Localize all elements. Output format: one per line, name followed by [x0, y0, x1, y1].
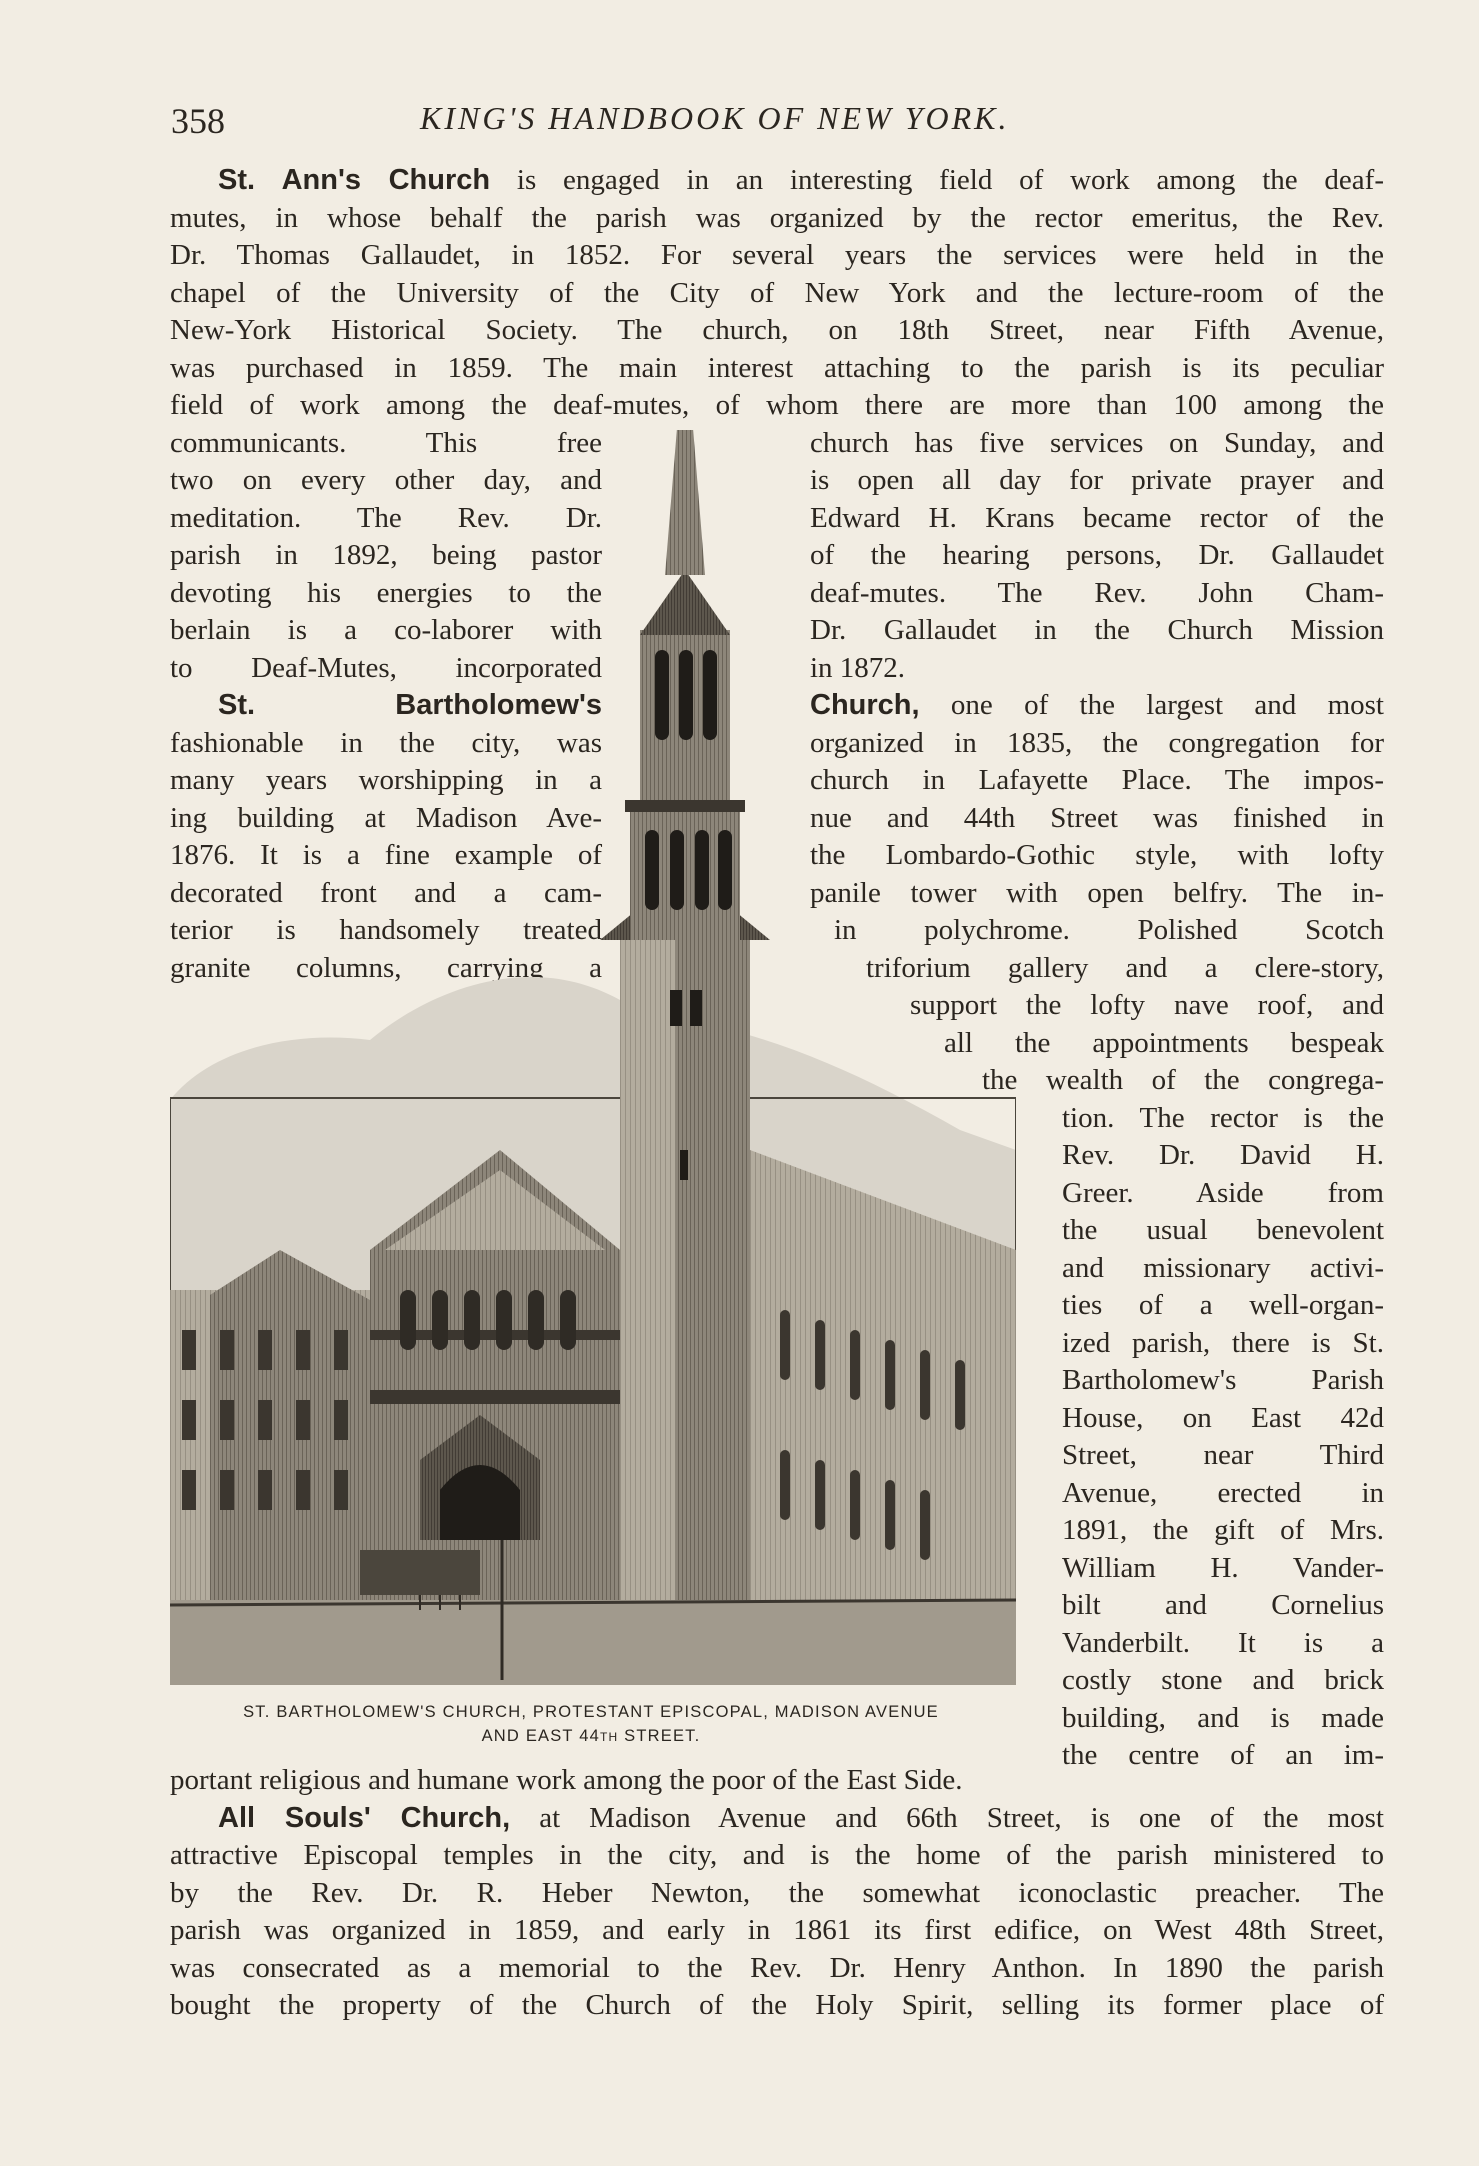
- text-run: was purchased in 1859. The main interest attaching to the parish is its peculiar: [170, 351, 1384, 384]
- text-run: House, on East 42d: [1062, 1401, 1384, 1434]
- text-line: [170, 387, 1384, 425]
- text-run: the centre of an im-: [1062, 1739, 1384, 1771]
- text-run: Vanderbilt. It is a: [1062, 1626, 1384, 1659]
- text-run: bought the property of the Church of the Holy Spirit, selling its former place of: [170, 1989, 1384, 2021]
- text-run: portant religious and humane work among the poor of the East Side.: [170, 1764, 963, 1796]
- page-number: 358: [171, 101, 225, 141]
- text-line: [170, 1950, 1384, 1988]
- text-line: [1062, 1625, 1384, 1663]
- caption-line-2b: STREET.: [618, 1727, 701, 1745]
- text-run: panile tower with open belfry. The in-: [810, 876, 1384, 909]
- text-line: [1062, 1662, 1384, 1700]
- text-run: organized in 1835, the congregation for: [810, 726, 1384, 759]
- text-line: [170, 275, 1384, 313]
- text-line: [170, 1800, 1384, 1838]
- text-line: [170, 312, 1384, 350]
- text-run: ized parish, there is St.: [1062, 1326, 1384, 1359]
- text-run: was consecrated as a memorial to the Rev. Dr. Henry Anthon. In 1890 the parish: [170, 1951, 1384, 1984]
- text-run: chapel of the University of the City of New York and the lecture-room of the: [170, 276, 1384, 309]
- text-line: [170, 200, 1384, 238]
- text-run: granite columns, carrying a: [170, 951, 602, 984]
- text-line: [1062, 1550, 1384, 1588]
- text-line: [170, 1987, 1384, 2025]
- text-line: [1062, 1100, 1384, 1138]
- text-run: decorated front and a cam-: [170, 876, 602, 909]
- text-run: the Lombardo-Gothic style, with lofty: [810, 839, 1384, 871]
- text-line: [1062, 1250, 1384, 1288]
- text-run: terior is handsomely treated: [170, 914, 602, 946]
- text-line: [1062, 1287, 1384, 1325]
- text-run: support the lofty nave roof, and: [910, 989, 1384, 1021]
- caption-superscript: TH: [599, 1730, 619, 1744]
- text-line: [170, 350, 1384, 388]
- text-run: in 1872.: [810, 651, 906, 684]
- text-run: is open all day for private prayer and: [810, 464, 1384, 496]
- text-run: Avenue, erected in: [1062, 1476, 1384, 1509]
- bold-heading: Church,: [810, 689, 920, 721]
- text-run: bilt and Cornelius: [1062, 1589, 1384, 1621]
- text-run: attractive Episcopal temples in the city, and is the home of the parish ministered to: [170, 1839, 1384, 1871]
- text-run: one of the largest and most: [919, 689, 1384, 721]
- church-illustration: [170, 430, 1016, 1685]
- text-run: by the Rev. Dr. R. Heber Newton, the somewhat iconoclastic preacher. The: [170, 1876, 1384, 1909]
- text-line: [1062, 1137, 1384, 1175]
- caption-line-2a: AND EAST 44: [481, 1727, 600, 1745]
- text-line: [170, 237, 1384, 275]
- text-line: [1062, 1325, 1384, 1363]
- text-line: [1062, 1512, 1384, 1550]
- text-run: parish in 1892, being pastor: [170, 539, 602, 571]
- text-run: church has five services on Sunday, and: [810, 426, 1384, 459]
- text-run: field of work among the deaf-mutes, of whom there are more than 100 among the: [170, 389, 1384, 421]
- text-run: many years worshipping in a: [170, 764, 602, 796]
- text-line: [1062, 1212, 1384, 1250]
- text-line: [170, 1762, 1384, 1800]
- text-run: Edward H. Krans became rector of the: [810, 501, 1384, 534]
- text-run: tion. The rector is the: [1062, 1101, 1384, 1134]
- text-run: meditation. The Rev. Dr.: [170, 501, 602, 534]
- text-run: mutes, in whose behalf the parish was organized by the rector emeritus, the Rev.: [170, 201, 1384, 234]
- text-run: nue and 44th Street was finished in: [810, 801, 1384, 834]
- text-run: at Madison Avenue and 66th Street, is one of the most: [510, 1801, 1384, 1834]
- text-run: is engaged in an interesting field of work among the deaf-: [490, 164, 1384, 196]
- text-run: communicants. This free: [170, 426, 602, 459]
- text-run: parish was organized in 1859, and early in 1861 its first edifice, on West 48th Street,: [170, 1914, 1384, 1946]
- text-run: costly stone and brick: [1062, 1664, 1384, 1696]
- caption-line-1: ST. BARTHOLOMEW'S CHURCH, PROTESTANT EPISCOPAL, MADISON AVENUE: [243, 1703, 939, 1721]
- text-line: [1062, 1475, 1384, 1513]
- text-run: all the appointments bespeak: [944, 1026, 1384, 1059]
- running-head: KING'S HANDBOOK OF NEW YORK.: [420, 100, 1010, 136]
- text-run: devoting his energies to the: [170, 576, 602, 609]
- text-run: the wealth of the congrega-: [982, 1064, 1384, 1096]
- text-line: [982, 1062, 1384, 1100]
- text-line: [170, 162, 1384, 200]
- text-run: church in Lafayette Place. The impos-: [810, 764, 1384, 796]
- text-run: Rev. Dr. David H.: [1062, 1139, 1384, 1171]
- text-run: Dr. Gallaudet in the Church Mission: [810, 614, 1384, 646]
- text-line: [1062, 1362, 1384, 1400]
- bold-heading: St. Ann's Church: [218, 164, 491, 196]
- illustration-caption: [170, 1700, 1012, 1749]
- text-run: fashionable in the city, was: [170, 726, 602, 759]
- text-run: Street, near Third: [1062, 1439, 1384, 1471]
- text-run: the usual benevolent: [1062, 1214, 1384, 1246]
- text-line: [170, 1912, 1384, 1950]
- text-run: 1891, the gift of Mrs.: [1062, 1514, 1384, 1546]
- text-line: [1062, 1587, 1384, 1625]
- text-run: 1876. It is a fine example of: [170, 839, 602, 871]
- text-line: [1062, 1175, 1384, 1213]
- text-run: two on every other day, and: [170, 464, 602, 496]
- text-run: and missionary activi-: [1062, 1251, 1384, 1284]
- caption-line-2: [170, 1724, 1012, 1749]
- text-run: Bartholomew's Parish: [1062, 1364, 1384, 1396]
- text-line: [1062, 1400, 1384, 1438]
- text-run: in polychrome. Polished Scotch: [834, 914, 1384, 946]
- bold-heading: St. Bartholomew's: [218, 689, 602, 721]
- text-run: building, and is made: [1062, 1701, 1384, 1734]
- text-run: triforium gallery and a clere-story,: [866, 951, 1384, 984]
- text-run: Greer. Aside from: [1062, 1176, 1384, 1209]
- text-run: William H. Vander-: [1062, 1551, 1384, 1584]
- text-run: Dr. Thomas Gallaudet, in 1852. For several years the services were held in the: [170, 239, 1384, 271]
- text-run: ing building at Madison Ave-: [170, 801, 602, 834]
- text-run: to Deaf-Mutes, incorporated: [170, 651, 602, 684]
- text-run: berlain is a co-laborer with: [170, 614, 602, 646]
- text-line: [170, 1875, 1384, 1913]
- text-run: ties of a well-organ-: [1062, 1289, 1384, 1321]
- bold-heading: All Souls' Church,: [218, 1801, 511, 1834]
- text-line: [1062, 1437, 1384, 1475]
- text-line: [170, 1837, 1384, 1875]
- text-line: [1062, 1700, 1384, 1738]
- text-run: New-York Historical Society. The church, on 18th Street, near Fifth Avenue,: [170, 314, 1384, 346]
- text-run: deaf-mutes. The Rev. John Cham-: [810, 576, 1384, 609]
- text-run: of the hearing persons, Dr. Gallaudet: [810, 539, 1384, 571]
